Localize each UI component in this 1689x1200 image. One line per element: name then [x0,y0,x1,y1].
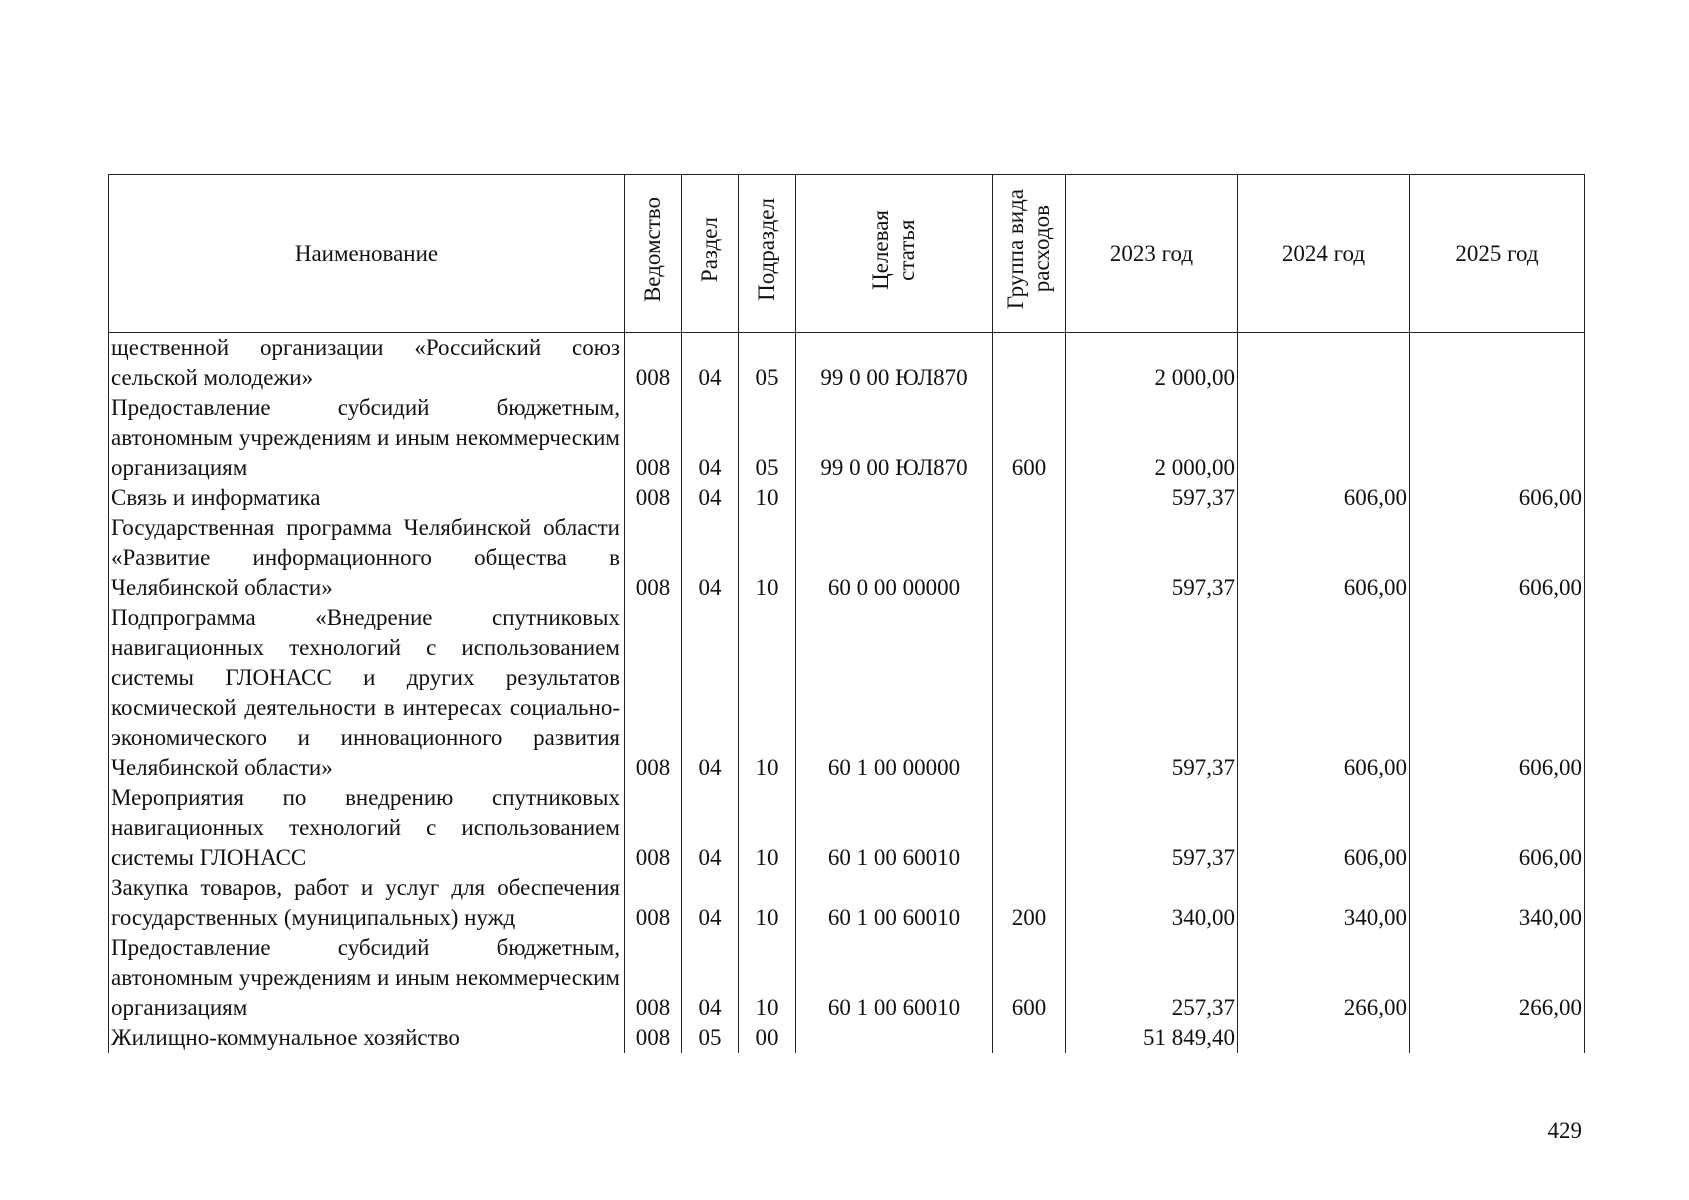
row-razdel: 04 [682,933,739,1023]
row-2024: 340,00 [1238,873,1410,933]
row-2025 [1410,333,1585,394]
table-row [109,933,1585,1023]
row-vedomstvo: 008 [625,933,682,1023]
row-2025 [1410,393,1585,483]
row-gruppa [993,513,1066,603]
row-name: Государственная программа Челябинской области «Развитие информационного общества в Челябинской области» [109,513,625,603]
page-number: 429 [1547,1118,1582,1143]
row-tselevaya: 60 1 00 60010 [796,873,993,933]
col-header-2025: 2025 год [1410,175,1585,333]
budget-table [108,174,1585,1053]
row-vedomstvo: 008 [625,603,682,783]
row-gruppa: 200 [993,873,1066,933]
row-razdel: 04 [682,783,739,873]
row-vedomstvo: 008 [625,513,682,603]
row-2023: 2 000,00 [1066,333,1238,394]
row-2025: 606,00 [1410,513,1585,603]
row-podrazdel: 10 [739,933,796,1023]
row-2023: 51 849,40 [1066,1023,1238,1053]
row-tselevaya: 60 0 00 00000 [796,513,993,603]
col-header-razdel: Раздел [682,175,739,333]
row-vedomstvo: 008 [625,483,682,513]
row-2025: 340,00 [1410,873,1585,933]
row-name: Подпрограмма «Внедрение спутниковых навигационных технологий с использованием системы ГЛОНАСС и других результатов космической деятельности в интересах социально-экономического и инновационного развития Челябинской области» [109,603,625,783]
row-2023: 2 000,00 [1066,393,1238,483]
row-name: Предоставление субсидий бюджетным, автономным учреждениям и иным некоммерческим организациям [109,933,625,1023]
row-gruppa: 600 [993,933,1066,1023]
row-podrazdel: 00 [739,1023,796,1053]
row-2024: 606,00 [1238,513,1410,603]
row-razdel: 04 [682,603,739,783]
row-gruppa: 600 [993,393,1066,483]
row-podrazdel: 10 [739,603,796,783]
table-row [109,393,1585,483]
row-name: щественной организации «Российский союз сельской молодежи» [109,333,625,394]
row-name: Жилищно-коммунальное хозяйство [109,1023,625,1053]
row-podrazdel: 10 [739,783,796,873]
row-vedomstvo: 008 [625,333,682,394]
row-2023: 597,37 [1066,513,1238,603]
row-podrazdel: 10 [739,513,796,603]
row-vedomstvo: 008 [625,783,682,873]
row-2024 [1238,393,1410,483]
row-razdel: 05 [682,1023,739,1053]
row-gruppa [993,333,1066,394]
row-vedomstvo: 008 [625,1023,682,1053]
row-gruppa [993,483,1066,513]
row-tselevaya [796,1023,993,1053]
row-2023: 340,00 [1066,873,1238,933]
row-2023: 597,37 [1066,783,1238,873]
row-name: Предоставление субсидий бюджетным, автономным учреждениям и иным некоммерческим организациям [109,393,625,483]
table-header [109,175,1585,333]
row-tselevaya: 99 0 00 ЮЛ870 [796,333,993,394]
row-gruppa [993,603,1066,783]
table-row [109,483,1585,513]
row-razdel: 04 [682,873,739,933]
row-2023: 257,37 [1066,933,1238,1023]
row-2024: 266,00 [1238,933,1410,1023]
col-header-name: Наименование [109,175,625,333]
row-podrazdel: 10 [739,483,796,513]
col-header-gruppa: Группа вида расходов [993,175,1066,333]
row-2025: 606,00 [1410,483,1585,513]
row-tselevaya [796,483,993,513]
row-2024: 606,00 [1238,603,1410,783]
table-row [109,603,1585,783]
row-razdel: 04 [682,393,739,483]
row-2025: 266,00 [1410,933,1585,1023]
row-2024 [1238,333,1410,394]
row-gruppa [993,1023,1066,1053]
col-header-2023: 2023 год [1066,175,1238,333]
row-podrazdel: 05 [739,393,796,483]
col-header-2024: 2024 год [1238,175,1410,333]
table-row [109,333,1585,394]
row-2023: 597,37 [1066,603,1238,783]
row-vedomstvo: 008 [625,873,682,933]
row-2025 [1410,1023,1585,1053]
row-2024: 606,00 [1238,783,1410,873]
table-row [109,1023,1585,1053]
col-header-podrazdel: Подраздел [739,175,796,333]
table-row [109,873,1585,933]
table-row [109,513,1585,603]
row-podrazdel: 05 [739,333,796,394]
col-header-vedomstvo: Ведомство [625,175,682,333]
row-razdel: 04 [682,333,739,394]
row-2024: 606,00 [1238,483,1410,513]
row-vedomstvo: 008 [625,393,682,483]
row-razdel: 04 [682,513,739,603]
row-tselevaya: 60 1 00 60010 [796,783,993,873]
table-row [109,783,1585,873]
row-name: Закупка товаров, работ и услуг для обеспечения государственных (муниципальных) нужд [109,873,625,933]
row-2024 [1238,1023,1410,1053]
row-razdel: 04 [682,483,739,513]
row-podrazdel: 10 [739,873,796,933]
row-name: Связь и информатика [109,483,625,513]
row-name: Мероприятия по внедрению спутниковых навигационных технологий с использованием системы ГЛОНАСС [109,783,625,873]
row-2023: 597,37 [1066,483,1238,513]
row-2025: 606,00 [1410,783,1585,873]
row-gruppa [993,783,1066,873]
col-header-tselevaya: Целевая статья [796,175,993,333]
row-2025: 606,00 [1410,603,1585,783]
row-tselevaya: 60 1 00 60010 [796,933,993,1023]
row-tselevaya: 60 1 00 00000 [796,603,993,783]
row-tselevaya: 99 0 00 ЮЛ870 [796,393,993,483]
